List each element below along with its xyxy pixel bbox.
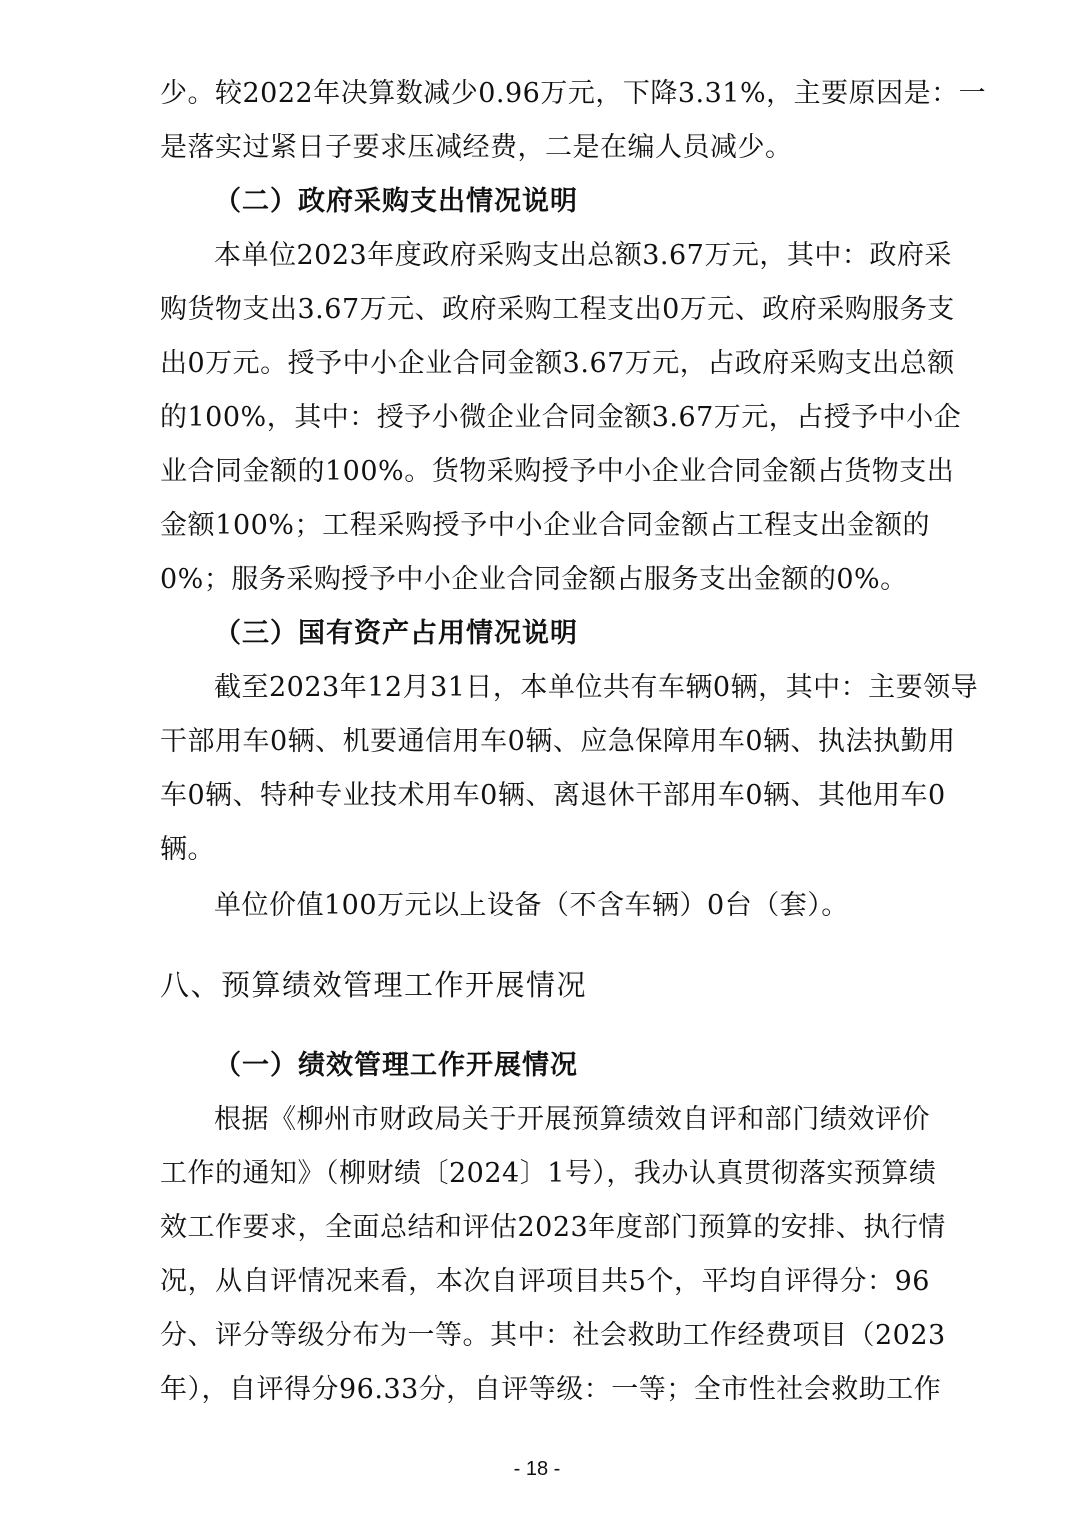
text-line: 况，从自评情况来看，本次自评项目共5个，平均自评得分：96 [160,1266,930,1297]
text-line: 截至2023年12月31日，本单位共有车辆0辆，其中：主要领导 [214,672,979,703]
text-line: 金额100%；工程采购授予中小企业合同金额占工程支出金额的 [160,510,930,541]
text-line: 0%；服务采购授予中小企业合同金额占服务支出金额的0%。 [160,564,908,595]
text-line: 是落实过紧日子要求压减经费，二是在编人员减少。 [160,132,793,163]
text-line: 单位价值100万元以上设备（不含车辆）0台（套）。 [214,890,849,921]
text-line: 干部用车0辆、机要通信用车0辆、应急保障用车0辆、执法执勤用 [160,726,956,757]
text-line: 分、评分等级分布为一等。其中：社会救助工作经费项目（2023 [160,1320,946,1351]
text-line: 工作的通知》（柳财绩〔2024〕1号），我办认真贯彻落实预算绩 [160,1158,937,1189]
subsection-title-procurement: （二）政府采购支出情况说明 [214,186,578,217]
text-line: 效工作要求，全面总结和评估2023年度部门预算的安排、执行情 [160,1212,946,1243]
subsection-title-assets: （三）国有资产占用情况说明 [214,618,578,649]
page-number: - 18 - [513,1458,561,1480]
text-line: 年），自评得分96.33分，自评等级：一等；全市性社会救助工作 [160,1374,942,1405]
text-line: 购货物支出3.67万元、政府采购工程支出0万元、政府采购服务支 [160,294,955,325]
text-line: 的100%，其中：授予小微企业合同金额3.67万元，占授予中小企 [160,402,962,433]
text-line: 本单位2023年度政府采购支出总额3.67万元，其中：政府采 [214,240,952,271]
text-line: 业合同金额的100%。货物采购授予中小企业合同金额占货物支出 [160,456,955,487]
text-line: 车0辆、特种专业技术用车0辆、离退休干部用车0辆、其他用车0 [160,780,946,811]
text-line: 辆。 [160,834,215,865]
text-line: 出0万元。授予中小企业合同金额3.67万元，占政府采购支出总额 [160,348,955,379]
text-line: 少。较2022年决算数减少0.96万元，下降3.31%，主要原因是：一 [160,78,987,109]
section-heading-performance: 八、预算绩效管理工作开展情况 [160,968,588,1002]
subsection-title-performance: （一）绩效管理工作开展情况 [214,1050,578,1081]
text-line: 根据《柳州市财政局关于开展预算绩效自评和部门绩效评价 [214,1104,930,1135]
